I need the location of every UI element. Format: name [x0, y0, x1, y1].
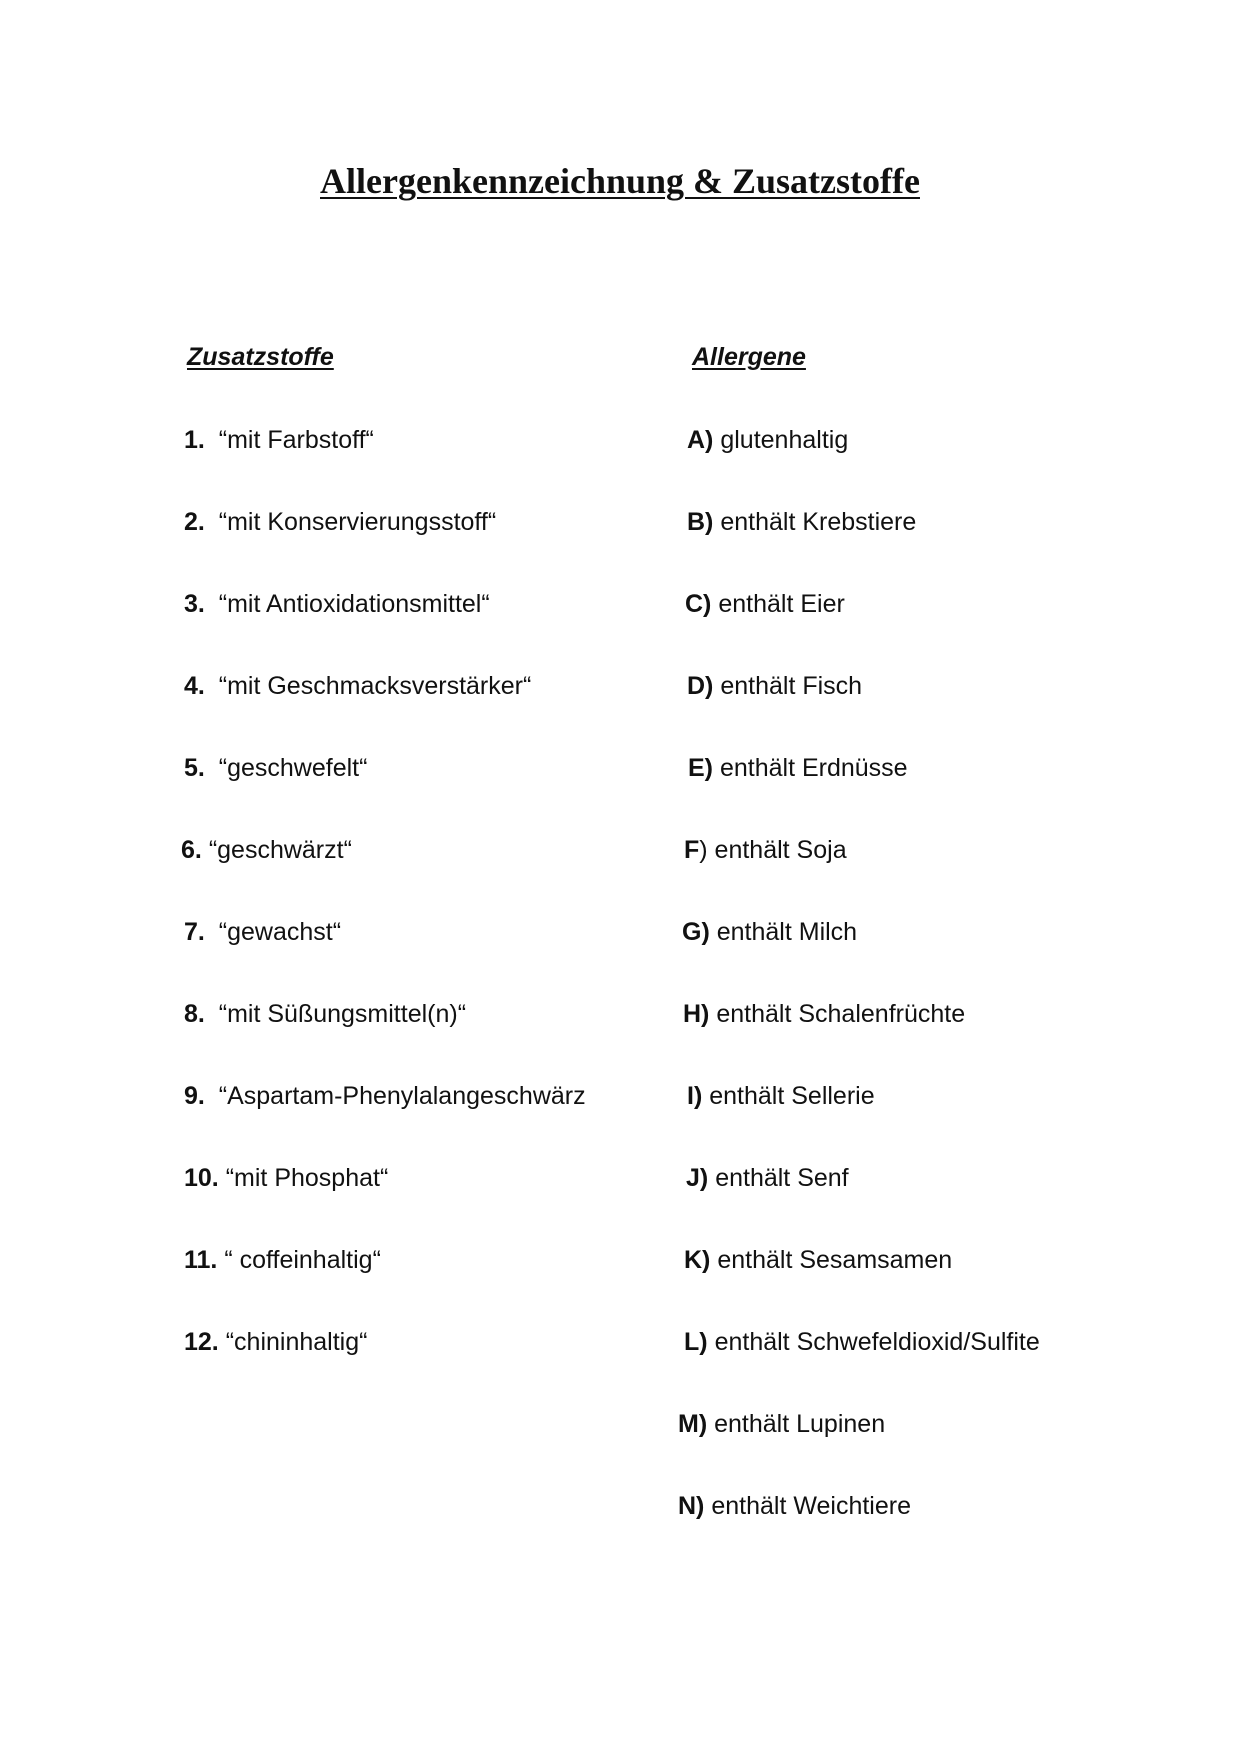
allergen-item-f: [684, 834, 847, 866]
additive-item-2: [184, 506, 496, 538]
allergen-letter: H): [683, 1000, 710, 1028]
allergen-item-i: [687, 1080, 875, 1112]
additive-number: 3.: [184, 590, 205, 618]
allergen-item-m: [678, 1408, 885, 1440]
allergen-text: enthält Krebstiere: [720, 508, 917, 536]
additive-text: “geschwärzt“: [208, 836, 352, 864]
additive-number: 12.: [184, 1328, 219, 1356]
allergen-item-g: [682, 916, 857, 948]
allergen-text: enthält Fisch: [720, 672, 863, 700]
additive-text: “mit Antioxidationsmittel“: [218, 590, 490, 618]
additive-item-7: [184, 916, 341, 948]
allergen-letter: B): [687, 508, 714, 536]
allergen-item-c: [685, 588, 845, 620]
additive-item-4: [184, 670, 531, 702]
additive-item-1: [184, 424, 374, 456]
additive-item-9: [184, 1080, 586, 1112]
additive-text: “mit Süßungsmittel(n)“: [218, 1000, 467, 1028]
additive-text: “mit Geschmacksverstärker“: [218, 672, 532, 700]
additive-number: 8.: [184, 1000, 205, 1028]
allergen-text: enthält Schwefeldioxid/Sulfite: [714, 1328, 1040, 1356]
additive-number: 11.: [184, 1246, 218, 1274]
allergen-letter: M): [678, 1410, 708, 1438]
allergene-heading: Allergene: [692, 343, 806, 371]
additive-number: 5.: [184, 754, 205, 782]
allergen-text: enthält Weichtiere: [711, 1492, 911, 1520]
additive-number: 1.: [184, 426, 205, 454]
allergen-item-l: [684, 1326, 1040, 1358]
additive-text: “mit Farbstoff“: [218, 426, 374, 454]
additive-number: 10.: [184, 1164, 219, 1192]
allergen-text: glutenhaltig: [720, 426, 849, 454]
additive-text: “gewachst“: [218, 918, 342, 946]
additive-item-12: [184, 1326, 367, 1358]
allergen-letter: I): [687, 1082, 703, 1110]
additive-text: “ coffeinhaltig“: [224, 1246, 381, 1274]
additive-text: “mit Phosphat“: [225, 1164, 389, 1192]
allergen-letter: J): [686, 1164, 709, 1192]
additive-text: “Aspartam-Phenylalangeschwärz: [218, 1082, 586, 1110]
allergen-letter: A): [687, 426, 714, 454]
allergen-letter: G): [682, 918, 710, 946]
additive-item-6: [181, 834, 352, 866]
allergen-text: enthält Milch: [716, 918, 858, 946]
additive-item-11: [184, 1244, 381, 1276]
allergen-item-d: [687, 670, 862, 702]
allergen-item-e: [688, 752, 908, 784]
allergen-text: enthält Sesamsamen: [717, 1246, 953, 1274]
allergen-text: enthält Lupinen: [714, 1410, 886, 1438]
additive-number: 7.: [184, 918, 205, 946]
allergen-letter: E): [688, 754, 713, 782]
additive-item-8: [184, 998, 466, 1030]
additive-number: 6.: [181, 836, 202, 864]
allergen-item-n: [678, 1490, 911, 1522]
allergen-item-b: [687, 506, 916, 538]
additive-item-10: [184, 1162, 388, 1194]
additive-number: 9.: [184, 1082, 205, 1110]
additive-text: “chininhaltig“: [225, 1328, 368, 1356]
allergen-text: enthält Sellerie: [709, 1082, 875, 1110]
additive-number: 2.: [184, 508, 205, 536]
allergen-letter: D): [687, 672, 714, 700]
zusatzstoffe-heading: Zusatzstoffe: [187, 343, 334, 371]
allergen-text: enthält Senf: [715, 1164, 849, 1192]
allergen-text: enthält Eier: [718, 590, 845, 618]
allergen-text: enthält Schalenfrüchte: [716, 1000, 966, 1028]
allergen-item-k: [684, 1244, 952, 1276]
allergen-letter: C): [685, 590, 712, 618]
allergen-item-h: [683, 998, 965, 1030]
allergen-letter: N): [678, 1492, 705, 1520]
allergen-text: ) enthält Soja: [699, 836, 847, 864]
allergen-item-a: [687, 424, 848, 456]
allergen-item-j: [686, 1162, 849, 1194]
additive-item-3: [184, 588, 490, 620]
additive-number: 4.: [184, 672, 205, 700]
allergen-text: enthält Erdnüsse: [719, 754, 908, 782]
additive-text: “geschwefelt“: [218, 754, 368, 782]
allergen-letter: L): [684, 1328, 708, 1356]
page-title: Allergenkennzeichnung & Zusatzstoffe: [320, 161, 920, 201]
additive-text: “mit Konservierungsstoff“: [218, 508, 497, 536]
allergen-letter: K): [684, 1246, 711, 1274]
allergen-letter: F: [684, 836, 700, 864]
additive-item-5: [184, 752, 367, 784]
